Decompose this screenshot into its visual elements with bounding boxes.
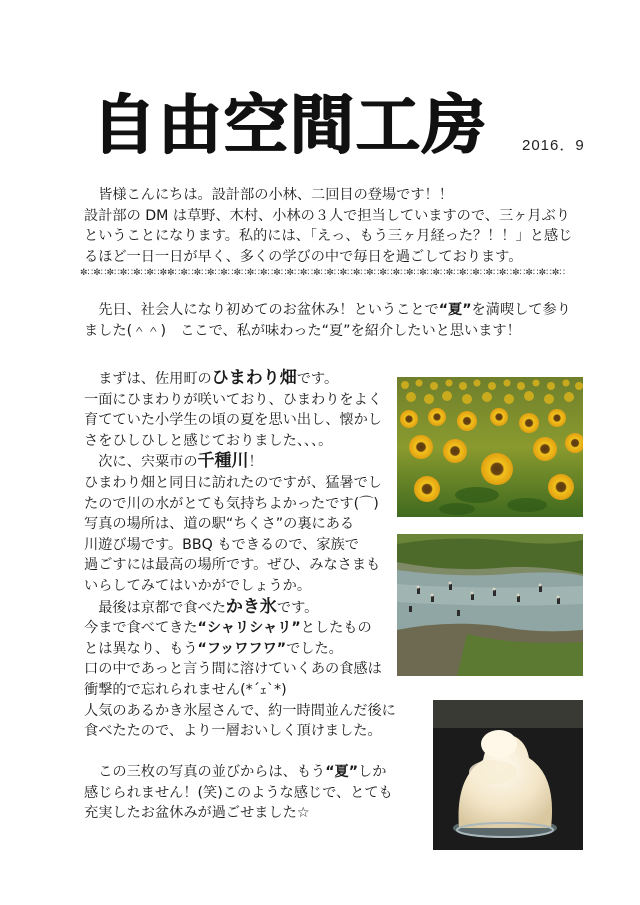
issue-date: 2016．9: [522, 137, 585, 154]
shaved-ice-image: [433, 700, 583, 850]
body-line: 口の中であっと言う間に溶けていくあの食感は: [84, 661, 382, 678]
summer-emphasis: “夏”: [438, 302, 472, 318]
body-line: 人気のあるかき氷屋さんで、約一時間並んだ後に: [84, 702, 396, 719]
chikusa-river-emphasis: 千種川: [197, 451, 249, 472]
sunflower-field-image: [397, 377, 583, 517]
article-body: [84, 368, 396, 824]
intro-line: ということになります。私的には、「えっ、もう三ヶ月経った？！！」と感じ: [84, 228, 573, 245]
body-line: 衝撃的で忘れられません(*´ｪ`*): [84, 681, 287, 698]
intro-line: 設計部の DM は草野、木村、小林の３人で担当していますので、三ヶ月ぶり: [84, 207, 570, 224]
shaved-ice-heading-line: 最後は京都で食べたかき氷です。: [84, 596, 319, 617]
shaved-ice-emphasis: かき氷: [225, 596, 277, 617]
shaved-ice-photo: [433, 700, 583, 850]
summer-emphasis: “夏”: [325, 764, 359, 781]
summer-intro-line: 先日、社会人になり初めてのお盆休み！ということで“夏”を満喫して参り: [84, 302, 571, 318]
summer-intro-line: ました(＾＾) ここで、私が味わった“夏”を紹介したいと思います！: [84, 322, 521, 339]
closing-line: 充実したお盆休みが過ごせました☆: [84, 805, 310, 822]
intro-line: 皆様こんにちは。設計部の小林、二回目の登場です！！: [84, 187, 453, 203]
sunflower-field-photo: [397, 377, 583, 517]
summer-intro-paragraph: [84, 300, 584, 341]
sunflower-field-emphasis: ひまわり畑: [211, 368, 297, 388]
newsletter-title: 自由空間工房: [92, 89, 488, 163]
decorative-divider: ✼∷✼∷✼∷✼∷✼∷✼∷✼✼∷✼∷✼∷✼∷✼∷✼∷✼∷✼∷✼∷✼∷✼∷✼∷✼∷✼∷✼∷✼∷✼∷✼∷✼∷✼∷✼∷✼∷✼∷✼∷✼∷✼∷✼∷✼∷✼∷✼∷: [80, 268, 566, 278]
chikusa-river-image: [397, 534, 583, 676]
river-heading-line: 次に、宍粟市の千種川！: [84, 451, 263, 472]
body-line: 育てていた小学生の頃の夏を思い出し、懐かし: [84, 412, 382, 429]
body-line: 川遊び場です。BBQ もできるので、家族で: [84, 536, 359, 553]
closing-line: この三枚の写真の並びからは、もう“夏”しか: [84, 764, 387, 781]
body-line: とは異なり、もう“フッワフワ”でした。: [84, 640, 343, 657]
chikusa-river-photo: [397, 534, 583, 676]
intro-paragraph: [84, 185, 584, 267]
sunflower-heading-line: まずは、佐用町のひまわり畑です。: [84, 368, 339, 388]
body-line: 過ごすには最高の場所です。ぜひ、みなさまも: [84, 557, 381, 574]
body-line: 一面にひまわりが咲いており、ひまわりをよく: [84, 391, 382, 408]
closing-line: 感じられません！(笑)このような感じで、とても: [84, 784, 393, 801]
body-line: たので川の水がとても気持ちよかったです(⌒): [84, 495, 379, 512]
paragraph-gap: [84, 742, 392, 763]
intro-line: るほど一日一日が早く、多くの学びの中で毎日を過ごしております。: [84, 248, 523, 265]
body-line: さをひしひしと感じておりました、、、。: [84, 432, 333, 449]
body-line: 今まで食べてきた“シャリシャリ”としたもの: [84, 620, 372, 637]
body-line: ひまわり畑と同日に訪れたのですが、猛暑でし: [84, 474, 382, 491]
body-line: 食べたたので、より一層おいしく頂けました。: [84, 723, 382, 740]
body-line: 写真の場所は、道の駅“ちくさ”の裏にある: [84, 516, 355, 533]
body-line: いらしてみてはいかがでしょうか。: [84, 577, 312, 594]
